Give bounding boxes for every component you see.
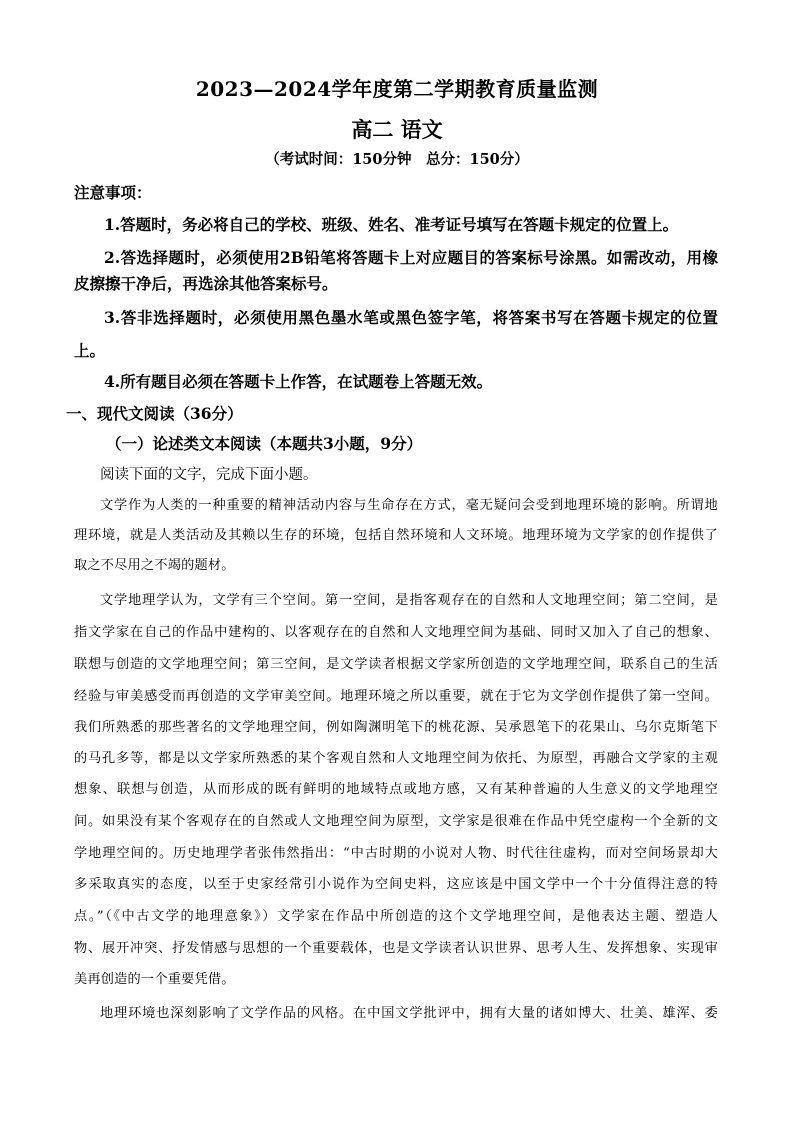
- passage-line: 多采取真实的态度，以至于史家经常引小说作为空间史料，这应该是中国文学中一个十分值得注意的特: [74, 877, 718, 892]
- passage-line: 的马孔多等，都是以文学家所熟悉的某个客观自然和人文地理空间为依托、为原型，再融合文学家的主观: [74, 751, 718, 766]
- passage-line: 想象、联想与创造，从而形成的既有鲜明的地域特点或地方感，又有某种普遍的人生意义的文学地理空: [74, 782, 718, 797]
- exam-title: 2023—2024学年度第二学期教育质量监测: [195, 77, 599, 101]
- notice-item-4: 4.所有题目必须在答题卡上作答，在试题卷上答题无效。: [104, 372, 493, 391]
- exam-subject: 高二 语文: [351, 117, 443, 142]
- reading-instruction: 阅读下面的文字，完成下面小题。: [100, 467, 318, 483]
- passage-line: 美再创造的一个重要凭借。: [74, 972, 235, 987]
- passage-line: 联想与创造的文学地理空间；第三空间，是文学读者根据文学家所创造的文学地理空间，联系自己的生活: [74, 657, 718, 672]
- passage-line: 物、展开冲突、抒发情感与思想的一个重要载体，也是文学读者认识世界、思考人生、发挥想象、实现审: [74, 941, 718, 956]
- passage-line: 间。如果没有某个客观存在的自然或人文地理空间为原型，文学家是很难在作品中凭空虚构一个全新的文: [74, 814, 718, 829]
- subsection-heading: （一）论述类文本阅读（本题共3小题，9分）: [106, 434, 423, 453]
- notice-item-1: 1.答题时，务必将自己的学校、班级、姓名、准考证号填写在答题卡规定的位置上。: [104, 215, 679, 234]
- passage-line: 学地理空间的。历史地理学者张伟然指出：“中古时期的小说对人物、时代往往虚构，而对空间场景却大: [74, 846, 718, 861]
- notice-item-2: 2.答选择题时，必须使用2B铅笔将答题卡上对应题目的答案标号涂黑。如需改动，用橡: [104, 248, 718, 267]
- passage-line: 文学作为人类的一种重要的精神活动内容与生命存在方式，毫无疑问会受到地理环境的影响。所谓地: [100, 498, 718, 513]
- notice-item-3: 3.答非选择题时，必须使用黑色墨水笔或黑色签字笔，将答案书写在答题卡规定的位置: [104, 308, 718, 327]
- passage-line: 指文学家在自己的作品中建构的、以客观存在的自然和人文地理空间为基础、同时又加入了自己的想象、: [74, 625, 718, 640]
- passage-line: 点。”（《中古文学的地理意象》）文学家在作品中所创造的这个文学地理空间，是他表达主题、塑造人: [74, 909, 718, 924]
- section-heading: 一、现代文阅读（36分）: [66, 404, 243, 423]
- passage-line: 我们所熟悉的那些著名的文学地理空间，例如陶渊明笔下的桃花源、吴承恩笔下的花果山、乌尔克斯笔下: [74, 720, 718, 735]
- notice-item-2-cont: 皮擦擦干净后，再选涂其他答案标号。: [74, 274, 338, 293]
- passage-line: 理环境，就是人类活动及其赖以生存的环境，包括自然环境和人文环境。地理环境为文学家的创作提供了: [74, 528, 718, 543]
- passage-line: 经验与审美感受而再创造的文学审美空间。地理环境之所以重要，就在于它为文学创作提供了第一空间。: [74, 689, 718, 704]
- passage-line: 地理环境也深刻影响了文学作品的风格。在中国文学批评中，拥有大量的诸如博大、壮美、雄浑、委: [100, 1006, 718, 1021]
- exam-info: （考试时间：150分钟 总分：150分）: [265, 151, 529, 168]
- notice-heading: 注意事项：: [74, 183, 152, 202]
- notice-item-3-cont: 上。: [74, 341, 106, 360]
- passage-line: 取之不尽用之不竭的题材。: [74, 558, 235, 573]
- passage-line: 文学地理学认为，文学有三个空间。第一空间，是指客观存在的自然和人文地理空间；第二空间，是: [100, 593, 718, 608]
